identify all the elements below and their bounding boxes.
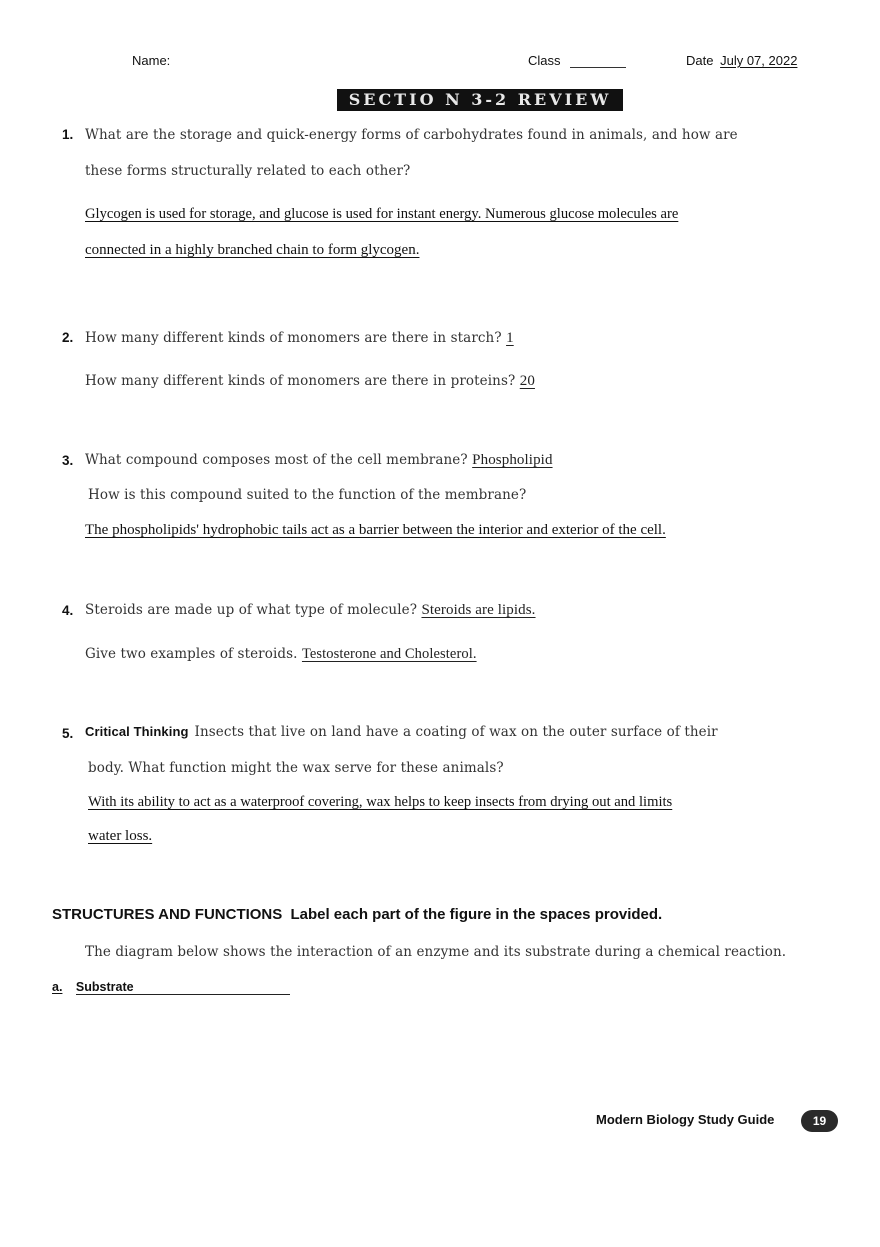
question-3-line-2: How is this compound suited to the function of the membrane? xyxy=(88,487,527,503)
question-4-line-1 xyxy=(85,602,536,619)
answer-5-line-2[interactable]: water loss. xyxy=(88,828,153,844)
answer-2-proteins[interactable]: 20 xyxy=(519,373,535,389)
question-2-line-1 xyxy=(85,330,514,347)
answer-4-molecule[interactable]: Steroids are lipids. xyxy=(421,602,536,618)
question-2-line-2 xyxy=(85,373,535,390)
question-5-number: 5. xyxy=(62,726,74,741)
question-4-number: 4. xyxy=(62,603,74,618)
footer-book-title: Modern Biology Study Guide xyxy=(596,1112,775,1127)
item-a-label: a. xyxy=(52,980,63,994)
question-3-number: 3. xyxy=(62,453,74,468)
answer-3-compound[interactable]: Phospholipid xyxy=(472,452,553,468)
question-2-number: 2. xyxy=(62,330,74,345)
question-1-number: 1. xyxy=(62,127,74,142)
class-label xyxy=(528,53,626,68)
question-2-text-2: How many different kinds of monomers are there in proteins? xyxy=(85,373,516,389)
page-number: 19 xyxy=(801,1110,838,1132)
item-a-answer[interactable]: Substrate xyxy=(76,980,290,995)
question-5-line-2: body. What function might the wax serve for these animals? xyxy=(88,760,504,776)
section-title: SECTIO N 3-2 REVIEW xyxy=(337,89,623,111)
class-field[interactable] xyxy=(570,53,626,68)
class-label-text: Class xyxy=(528,53,561,68)
answer-2-starch[interactable]: 1 xyxy=(506,330,514,346)
answer-1-line-1[interactable]: Glycogen is used for storage, and glucose is used for instant energy. Numerous glucose molecules are xyxy=(85,206,679,222)
question-3-line-1 xyxy=(85,452,553,469)
date-label xyxy=(686,53,797,68)
answer-1-line-2[interactable]: connected in a highly branched chain to form glycogen. xyxy=(85,242,420,258)
question-4-text-1: Steroids are made up of what type of molecule? xyxy=(85,602,418,618)
structures-instruction: Label each part of the figure in the spaces provided. xyxy=(290,906,663,923)
diagram-description: The diagram below shows the interaction of an enzyme and its substrate during a chemical reaction. xyxy=(85,944,787,960)
date-label-text: Date xyxy=(686,53,714,68)
question-5-text-1: Insects that live on land have a coating of wax on the outer surface of their xyxy=(194,724,718,740)
question-1-line-1: What are the storage and quick-energy forms of carbohydrates found in animals, and how are xyxy=(85,127,738,143)
question-1-line-2: these forms structurally related to each other? xyxy=(85,163,411,179)
critical-thinking-label: Critical Thinking xyxy=(85,724,189,739)
date-field[interactable]: July 07, 2022 xyxy=(720,53,798,68)
question-4-line-2 xyxy=(85,646,477,663)
question-3-text-1: What compound composes most of the cell membrane? xyxy=(85,452,468,468)
answer-5-line-1[interactable]: With its ability to act as a waterproof covering, wax helps to keep insects from drying out and limits xyxy=(88,794,673,810)
question-2-text-1: How many different kinds of monomers are there in starch? xyxy=(85,330,502,346)
answer-3-function[interactable]: The phospholipids' hydrophobic tails act as a barrier between the interior and exterior of the cell. xyxy=(85,522,666,538)
structures-heading xyxy=(52,906,662,923)
answer-4-examples[interactable]: Testosterone and Cholesterol. xyxy=(301,646,477,662)
question-5-line-1 xyxy=(85,724,718,740)
item-a xyxy=(52,980,290,995)
structures-title: STRUCTURES AND FUNCTIONS xyxy=(52,906,283,923)
question-4-text-2: Give two examples of steroids. xyxy=(85,646,298,662)
name-label: Name: xyxy=(132,53,171,68)
